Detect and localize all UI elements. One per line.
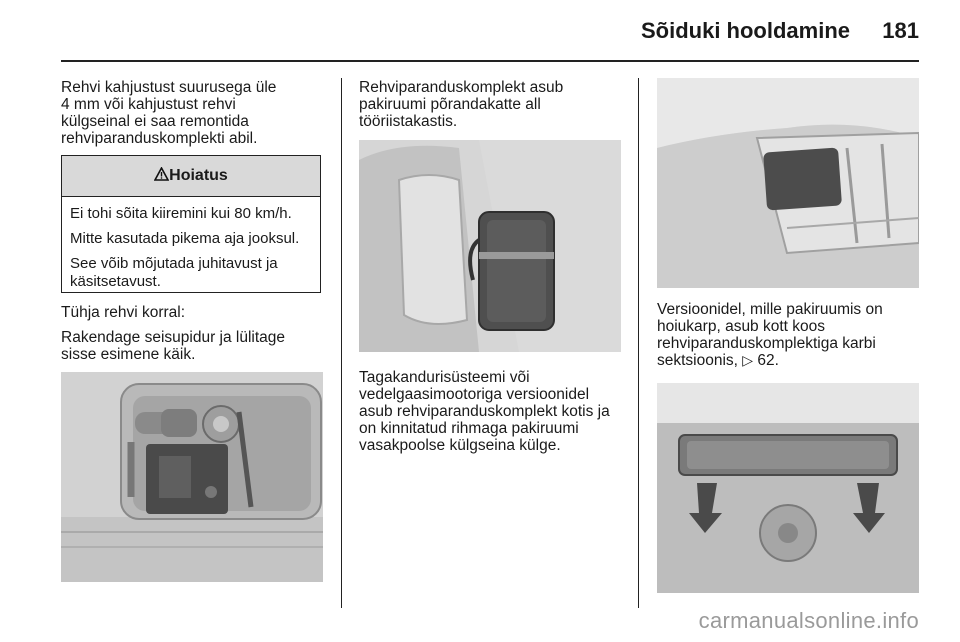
warning-duration: Mitte kasutada pikema aja jooksul. bbox=[70, 230, 300, 247]
warning-triangle-icon bbox=[154, 167, 169, 181]
warning-header bbox=[62, 156, 320, 197]
left-intro-paragraph: Rehvi kahjustust suurusega üle 4 mm või kahjustust rehvi külgseinal ei saa remontida rehviparanduskomplekti abil. bbox=[61, 79, 277, 147]
right-caption-paragraph: Versioonidel, mille pakiruumis on hoiukarp, asub kott koos rehviparanduskomplektiga karbi sektsioonis, ▷ 62. bbox=[657, 301, 883, 369]
column-divider-left bbox=[341, 78, 342, 608]
figure-storage-box-compartment bbox=[657, 78, 919, 288]
flat-tyre-label: Tühja rehvi korral: bbox=[61, 304, 186, 321]
page-reference-link[interactable]: 62. bbox=[757, 352, 779, 369]
header-divider bbox=[61, 60, 919, 62]
warning-box bbox=[61, 155, 321, 293]
warning-handling: See võib mõjutada juhitavust ja käsitsetavust. bbox=[70, 255, 278, 290]
figure-kit-bag-strap bbox=[657, 383, 919, 593]
figure-tool-box-kit bbox=[61, 372, 323, 582]
warning-title: Hoiatus bbox=[169, 167, 228, 184]
flat-tyre-step: Rakendage seisupidur ja lülitage sisse esimene käik. bbox=[61, 329, 286, 363]
middle-intro-paragraph: Rehviparanduskomplekt asub pakiruumi põrandakatte all tööriistakastis. bbox=[359, 79, 564, 130]
watermark: carmanualsonline.info bbox=[698, 608, 919, 633]
column-divider-right bbox=[638, 78, 639, 608]
page-title: Sõiduki hooldamine bbox=[640, 18, 850, 43]
page-number: 181 bbox=[882, 18, 919, 43]
figure-kit-bag-side-wall bbox=[359, 140, 621, 352]
middle-caption-paragraph: Tagakandurisüsteemi või vedelgaasimootoriga versioonidel asub rehviparanduskomplekt kotis ja on kinnitatud rihmaga pakiruumi vasakpoolse külgseina külge. bbox=[359, 369, 610, 454]
page-reference-icon: ▷ bbox=[742, 352, 754, 368]
warning-speed-limit: Ei tohi sõita kiiremini kui 80 km/h. bbox=[70, 205, 292, 222]
